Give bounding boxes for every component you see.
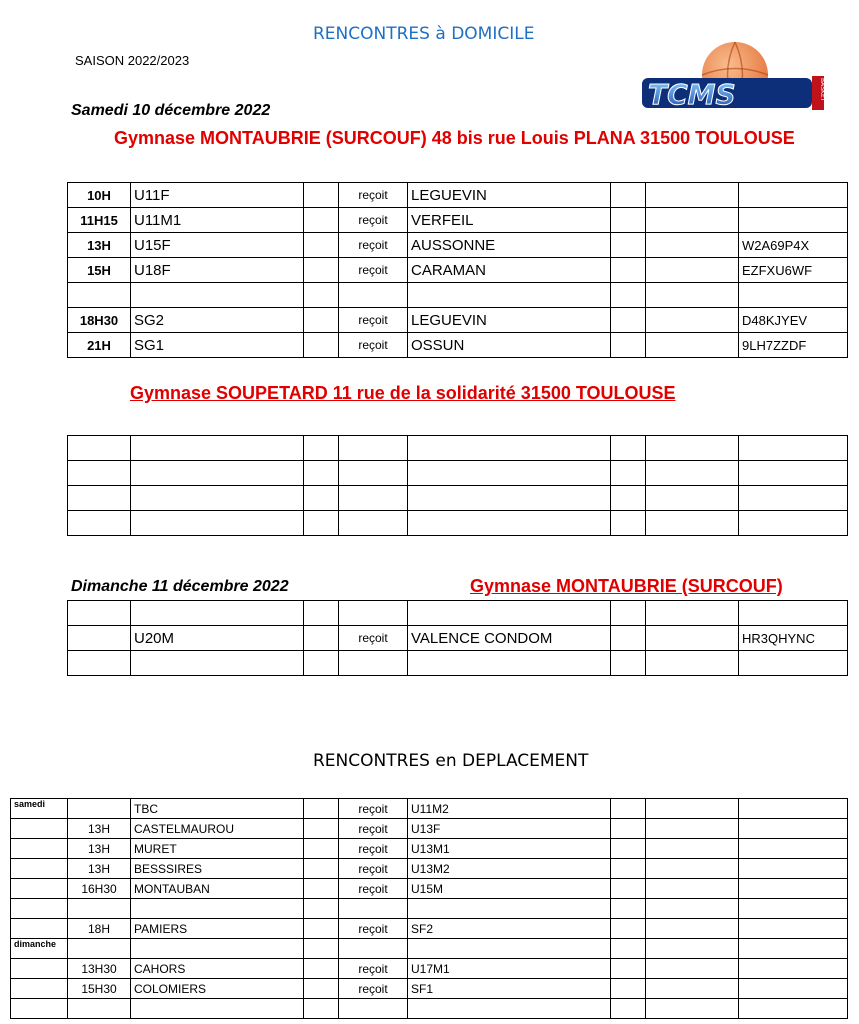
host-team bbox=[131, 899, 304, 919]
table-row bbox=[68, 436, 848, 461]
svg-text:TCMS: TCMS bbox=[648, 78, 736, 111]
home-team: U18F bbox=[131, 258, 304, 283]
empty-cell bbox=[739, 859, 848, 879]
table-row bbox=[68, 258, 848, 283]
home-team bbox=[131, 651, 304, 676]
tcms-basket-logo bbox=[640, 40, 830, 120]
table-row bbox=[11, 839, 848, 859]
empty-cell bbox=[304, 183, 339, 208]
svg-text:BASKET: BASKET bbox=[819, 78, 826, 102]
recoit-label: reçoit bbox=[339, 258, 408, 283]
empty-cell bbox=[646, 651, 739, 676]
sunday-home-table bbox=[67, 600, 848, 676]
opponent-team: LEGUEVIN bbox=[408, 183, 611, 208]
table-row bbox=[11, 799, 848, 819]
match-code bbox=[739, 601, 848, 626]
day-label: samedi bbox=[11, 799, 68, 819]
table-row bbox=[68, 233, 848, 258]
recoit-label: reçoit bbox=[339, 233, 408, 258]
home-team bbox=[131, 601, 304, 626]
match-time bbox=[68, 626, 131, 651]
empty-cell bbox=[304, 999, 339, 1019]
page-title: RENCONTRES à DOMICILE bbox=[313, 24, 535, 44]
empty-cell bbox=[304, 626, 339, 651]
empty-cell bbox=[646, 899, 739, 919]
empty-cell bbox=[646, 233, 739, 258]
match-time: 11H15 bbox=[68, 208, 131, 233]
table-row bbox=[11, 899, 848, 919]
table-row bbox=[68, 208, 848, 233]
host-team: COLOMIERS bbox=[131, 979, 304, 999]
day-label bbox=[11, 979, 68, 999]
visiting-team: U11M2 bbox=[408, 799, 611, 819]
opponent-team bbox=[408, 283, 611, 308]
recoit-label bbox=[339, 939, 408, 959]
day-label bbox=[11, 819, 68, 839]
home-team: SG2 bbox=[131, 308, 304, 333]
visiting-team bbox=[408, 899, 611, 919]
empty-cell bbox=[646, 959, 739, 979]
host-team bbox=[131, 939, 304, 959]
recoit-label: reçoit bbox=[339, 183, 408, 208]
empty-cell bbox=[739, 959, 848, 979]
empty-cell bbox=[611, 233, 646, 258]
visiting-team: U17M1 bbox=[408, 959, 611, 979]
home-team bbox=[131, 283, 304, 308]
recoit-label: reçoit bbox=[339, 308, 408, 333]
home-team: U15F bbox=[131, 233, 304, 258]
empty-cell bbox=[611, 939, 646, 959]
empty-cell bbox=[611, 999, 646, 1019]
empty-cell bbox=[646, 819, 739, 839]
empty-cell bbox=[646, 979, 739, 999]
away-title: RENCONTRES en DEPLACEMENT bbox=[313, 751, 589, 771]
empty-cell bbox=[611, 601, 646, 626]
recoit-label: reçoit bbox=[339, 333, 408, 358]
match-time bbox=[68, 283, 131, 308]
day-label bbox=[11, 999, 68, 1019]
empty-cell bbox=[739, 899, 848, 919]
host-team: BESSSIRES bbox=[131, 859, 304, 879]
host-team: CAHORS bbox=[131, 959, 304, 979]
recoit-label: reçoit bbox=[339, 919, 408, 939]
empty-cell bbox=[739, 979, 848, 999]
recoit-label: reçoit bbox=[339, 859, 408, 879]
opponent-team: VALENCE CONDOM bbox=[408, 626, 611, 651]
table-row bbox=[68, 626, 848, 651]
match-time bbox=[68, 799, 131, 819]
match-code: HR3QHYNC bbox=[739, 626, 848, 651]
match-time: 13H bbox=[68, 819, 131, 839]
table-row bbox=[68, 283, 848, 308]
empty-cell bbox=[646, 859, 739, 879]
opponent-team: LEGUEVIN bbox=[408, 308, 611, 333]
host-team bbox=[131, 999, 304, 1019]
empty-cell bbox=[304, 208, 339, 233]
match-time bbox=[68, 939, 131, 959]
table-row bbox=[11, 939, 848, 959]
recoit-label: reçoit bbox=[339, 799, 408, 819]
empty-cell bbox=[304, 839, 339, 859]
table-row bbox=[68, 601, 848, 626]
recoit-label bbox=[339, 899, 408, 919]
empty-cell bbox=[611, 879, 646, 899]
empty-cell bbox=[611, 899, 646, 919]
empty-cell bbox=[304, 939, 339, 959]
empty-cell bbox=[739, 919, 848, 939]
empty-cell bbox=[611, 308, 646, 333]
empty-cell bbox=[646, 333, 739, 358]
empty-cell bbox=[646, 308, 739, 333]
recoit-label: reçoit bbox=[339, 819, 408, 839]
recoit-label bbox=[339, 999, 408, 1019]
table-row bbox=[11, 959, 848, 979]
table-row bbox=[68, 333, 848, 358]
host-team: PAMIERS bbox=[131, 919, 304, 939]
empty-cell bbox=[304, 601, 339, 626]
day-label bbox=[11, 839, 68, 859]
match-code: W2A69P4X bbox=[739, 233, 848, 258]
opponent-team: AUSSONNE bbox=[408, 233, 611, 258]
empty-cell bbox=[646, 283, 739, 308]
empty-cell bbox=[646, 999, 739, 1019]
match-time bbox=[68, 601, 131, 626]
match-code bbox=[739, 283, 848, 308]
empty-cell bbox=[304, 979, 339, 999]
table-row bbox=[11, 819, 848, 839]
day-label bbox=[11, 899, 68, 919]
table-row bbox=[11, 999, 848, 1019]
empty-cell bbox=[646, 839, 739, 859]
visiting-team: U13F bbox=[408, 819, 611, 839]
empty-cell bbox=[646, 208, 739, 233]
recoit-label bbox=[339, 651, 408, 676]
opponent-team: CARAMAN bbox=[408, 258, 611, 283]
day-label bbox=[11, 919, 68, 939]
empty-cell bbox=[304, 333, 339, 358]
match-code: 9LH7ZZDF bbox=[739, 333, 848, 358]
empty-cell bbox=[611, 959, 646, 979]
visiting-team: U15M bbox=[408, 879, 611, 899]
empty-cell bbox=[646, 939, 739, 959]
empty-cell bbox=[611, 183, 646, 208]
sunday-date: Dimanche 11 décembre 2022 bbox=[71, 578, 289, 595]
empty-cell bbox=[646, 799, 739, 819]
table-row bbox=[68, 511, 848, 536]
empty-cell bbox=[611, 333, 646, 358]
empty-cell bbox=[304, 899, 339, 919]
empty-cell bbox=[646, 919, 739, 939]
host-team: MONTAUBAN bbox=[131, 879, 304, 899]
empty-cell bbox=[304, 819, 339, 839]
visiting-team: U13M1 bbox=[408, 839, 611, 859]
match-time: 18H bbox=[68, 919, 131, 939]
recoit-label: reçoit bbox=[339, 839, 408, 859]
empty-cell bbox=[646, 258, 739, 283]
match-time: 15H bbox=[68, 258, 131, 283]
match-time: 15H30 bbox=[68, 979, 131, 999]
empty-cell bbox=[304, 233, 339, 258]
match-time: 13H bbox=[68, 233, 131, 258]
empty-cell bbox=[611, 283, 646, 308]
away-table bbox=[10, 798, 848, 1019]
empty-cell bbox=[611, 208, 646, 233]
empty-cell bbox=[304, 258, 339, 283]
match-time bbox=[68, 899, 131, 919]
table-row bbox=[68, 486, 848, 511]
soupetard-gym: Gymnase SOUPETARD 11 rue de la solidarité 31500 TOULOUSE bbox=[130, 383, 676, 403]
empty-cell bbox=[304, 799, 339, 819]
match-code bbox=[739, 651, 848, 676]
table-row bbox=[11, 859, 848, 879]
empty-cell bbox=[304, 283, 339, 308]
match-time: 13H30 bbox=[68, 959, 131, 979]
table-row bbox=[11, 979, 848, 999]
empty-cell bbox=[611, 819, 646, 839]
empty-cell bbox=[739, 999, 848, 1019]
match-time: 13H bbox=[68, 839, 131, 859]
empty-cell bbox=[611, 839, 646, 859]
day-label: dimanche bbox=[11, 939, 68, 959]
empty-cell bbox=[646, 601, 739, 626]
table-row bbox=[68, 461, 848, 486]
empty-cell bbox=[304, 879, 339, 899]
host-team: TBC bbox=[131, 799, 304, 819]
empty-cell bbox=[739, 939, 848, 959]
table-row bbox=[68, 183, 848, 208]
match-code bbox=[739, 183, 848, 208]
empty-cell bbox=[739, 839, 848, 859]
table-row bbox=[68, 651, 848, 676]
day-label bbox=[11, 859, 68, 879]
empty-cell bbox=[739, 879, 848, 899]
match-time: 16H30 bbox=[68, 879, 131, 899]
empty-cell bbox=[304, 859, 339, 879]
opponent-team bbox=[408, 651, 611, 676]
match-time bbox=[68, 999, 131, 1019]
recoit-label: reçoit bbox=[339, 979, 408, 999]
empty-cell bbox=[304, 651, 339, 676]
match-code: D48KJYEV bbox=[739, 308, 848, 333]
opponent-team bbox=[408, 601, 611, 626]
match-time bbox=[68, 651, 131, 676]
empty-cell bbox=[646, 879, 739, 899]
empty-cell bbox=[739, 799, 848, 819]
saturday-home-table bbox=[67, 182, 848, 358]
recoit-label: reçoit bbox=[339, 959, 408, 979]
home-team: SG1 bbox=[131, 333, 304, 358]
visiting-team bbox=[408, 939, 611, 959]
match-time: 13H bbox=[68, 859, 131, 879]
host-team: MURET bbox=[131, 839, 304, 859]
empty-cell bbox=[611, 919, 646, 939]
empty-cell bbox=[611, 258, 646, 283]
match-time: 21H bbox=[68, 333, 131, 358]
match-time: 10H bbox=[68, 183, 131, 208]
empty-cell bbox=[611, 799, 646, 819]
home-team: U20M bbox=[131, 626, 304, 651]
season-label: SAISON 2022/2023 bbox=[75, 53, 190, 68]
visiting-team: U13M2 bbox=[408, 859, 611, 879]
empty-cell bbox=[739, 819, 848, 839]
empty-cell bbox=[611, 651, 646, 676]
empty-cell bbox=[304, 919, 339, 939]
match-time: 18H30 bbox=[68, 308, 131, 333]
home-team: U11F bbox=[131, 183, 304, 208]
day-label bbox=[11, 959, 68, 979]
empty-cell bbox=[304, 959, 339, 979]
home-team: U11M1 bbox=[131, 208, 304, 233]
soupetard-home-table bbox=[67, 435, 848, 536]
saturday-gym: Gymnase MONTAUBRIE (SURCOUF) 48 bis rue Louis PLANA 31500 TOULOUSE bbox=[114, 128, 795, 148]
host-team: CASTELMAUROU bbox=[131, 819, 304, 839]
visiting-team: SF1 bbox=[408, 979, 611, 999]
saturday-date: Samedi 10 décembre 2022 bbox=[71, 102, 271, 119]
recoit-label bbox=[339, 283, 408, 308]
recoit-label: reçoit bbox=[339, 208, 408, 233]
empty-cell bbox=[646, 183, 739, 208]
empty-cell bbox=[611, 979, 646, 999]
recoit-label: reçoit bbox=[339, 879, 408, 899]
sunday-gym: Gymnase MONTAUBRIE (SURCOUF) bbox=[470, 576, 783, 596]
opponent-team: OSSUN bbox=[408, 333, 611, 358]
empty-cell bbox=[611, 626, 646, 651]
visiting-team bbox=[408, 999, 611, 1019]
match-code: EZFXU6WF bbox=[739, 258, 848, 283]
day-label bbox=[11, 879, 68, 899]
empty-cell bbox=[646, 626, 739, 651]
table-row bbox=[11, 919, 848, 939]
recoit-label bbox=[339, 601, 408, 626]
table-row bbox=[68, 308, 848, 333]
empty-cell bbox=[304, 308, 339, 333]
empty-cell bbox=[611, 859, 646, 879]
opponent-team: VERFEIL bbox=[408, 208, 611, 233]
recoit-label: reçoit bbox=[339, 626, 408, 651]
match-code bbox=[739, 208, 848, 233]
table-row bbox=[11, 879, 848, 899]
visiting-team: SF2 bbox=[408, 919, 611, 939]
